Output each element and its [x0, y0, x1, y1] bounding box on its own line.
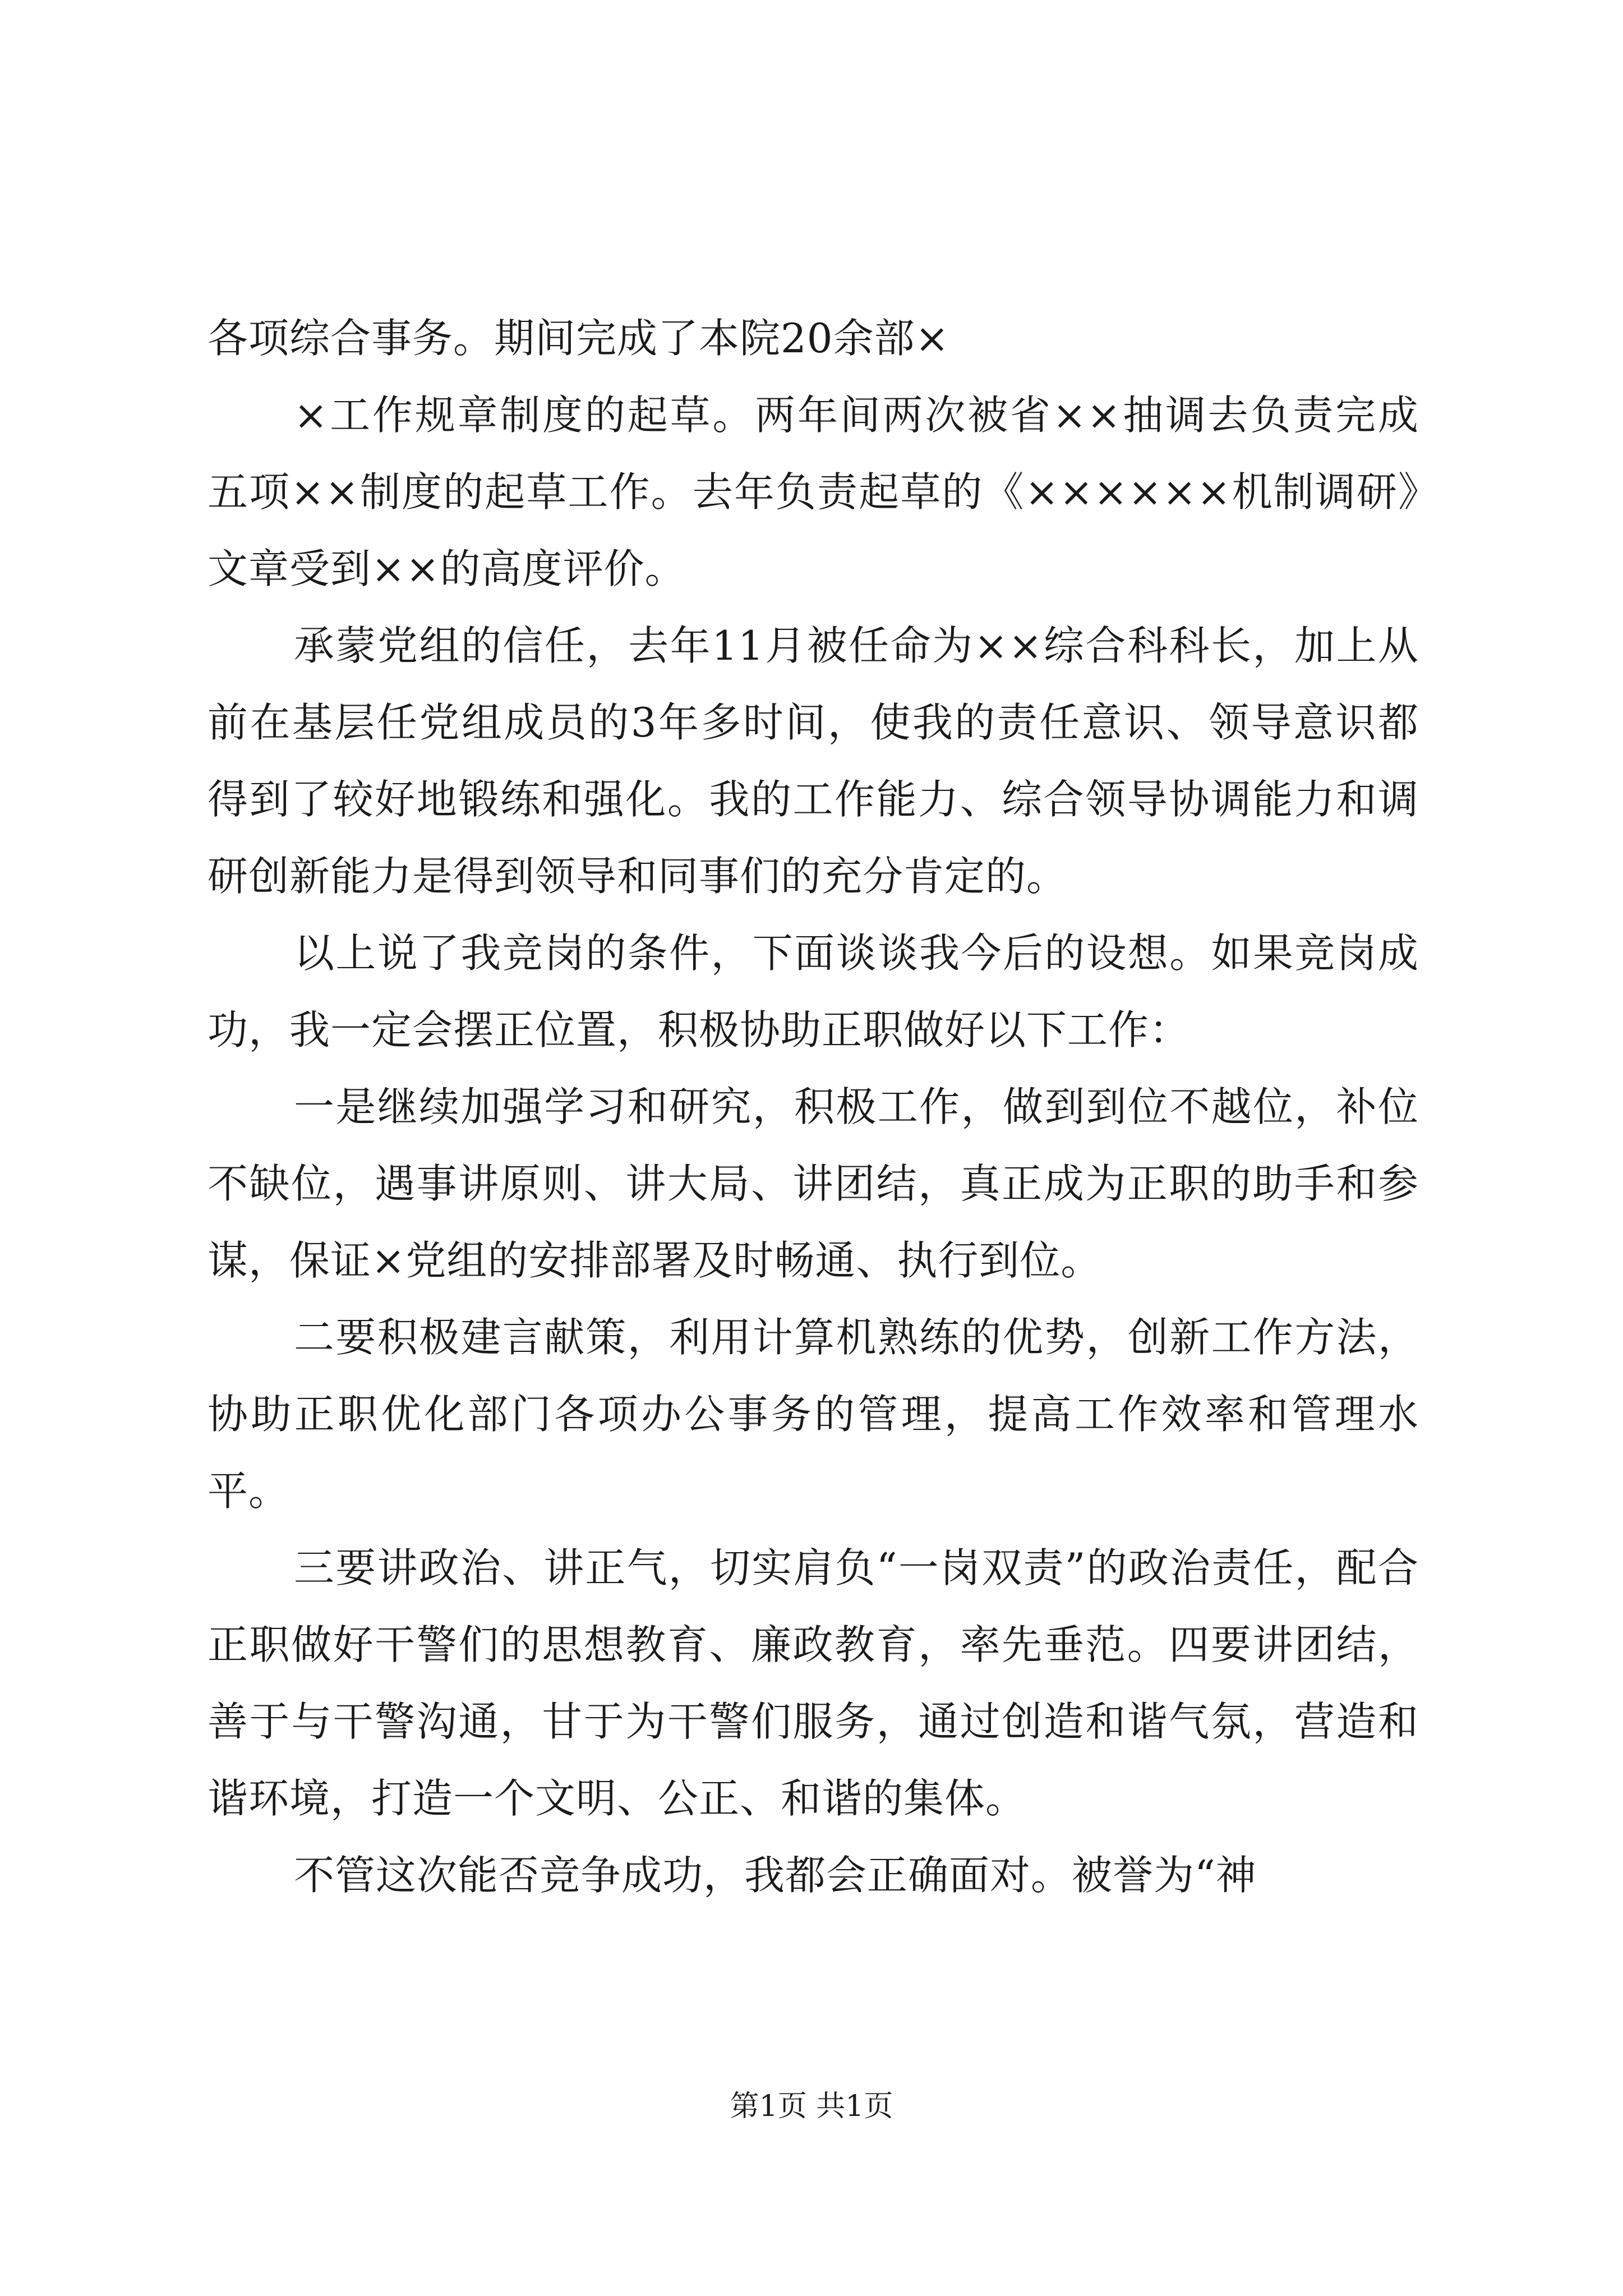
- paragraph-4: 以上说了我竞岗的条件，下面谈谈我今后的设想。如果竞岗成功，我一定会摆正位置，积极协助正职做好以下工作：: [208, 930, 1419, 1053]
- paragraph-2: ×工作规章制度的起草。两年间两次被省××抽调去负责完成五项××制度的起草工作。去年负责起草的《××××××机制调研》文章受到××的高度评价。: [208, 392, 1419, 592]
- paragraph-7: 三要讲政治、讲正气，切实肩负“一岗双责”的政治责任，配合正职做好干警们的思想教育、廉政教育，率先垂范。四要讲团结，善于与干警沟通，甘于为干警们服务，通过创造和谐气氛，营造和谐环境，打造一个文明、公正、和谐的集体。: [208, 1544, 1419, 1822]
- paragraph-5: 一是继续加强学习和研究，积极工作，做到到位不越位，补位不缺位，遇事讲原则、讲大局、讲团结，真正成为正职的助手和参谋，保证×党组的安排部署及时畅通、执行到位。: [208, 1083, 1419, 1284]
- document-body: [208, 300, 1419, 1914]
- paragraph-8: 不管这次能否竞争成功，我都会正确面对。被誉为“神: [294, 1852, 1257, 1899]
- paragraph-1: 各项综合事务。期间完成了本院20余部×: [208, 315, 949, 362]
- paragraph-3: 承蒙党组的信任，去年11月被任命为××综合科科长，加上从前在基层任党组成员的3年多时间，使我的责任意识、领导意识都得到了较好地锻练和强化。我的工作能力、综合领导协调能力和调研创新能力是得到领导和同事们的充分肯定的。: [208, 622, 1419, 900]
- paragraph-6: 二要积极建言献策，利用计算机熟练的优势，创新工作方法，协助正职优化部门各项办公事务的管理，提高工作效率和管理水平。: [208, 1314, 1419, 1515]
- page-footer: 第1页 共1页: [730, 2090, 893, 2123]
